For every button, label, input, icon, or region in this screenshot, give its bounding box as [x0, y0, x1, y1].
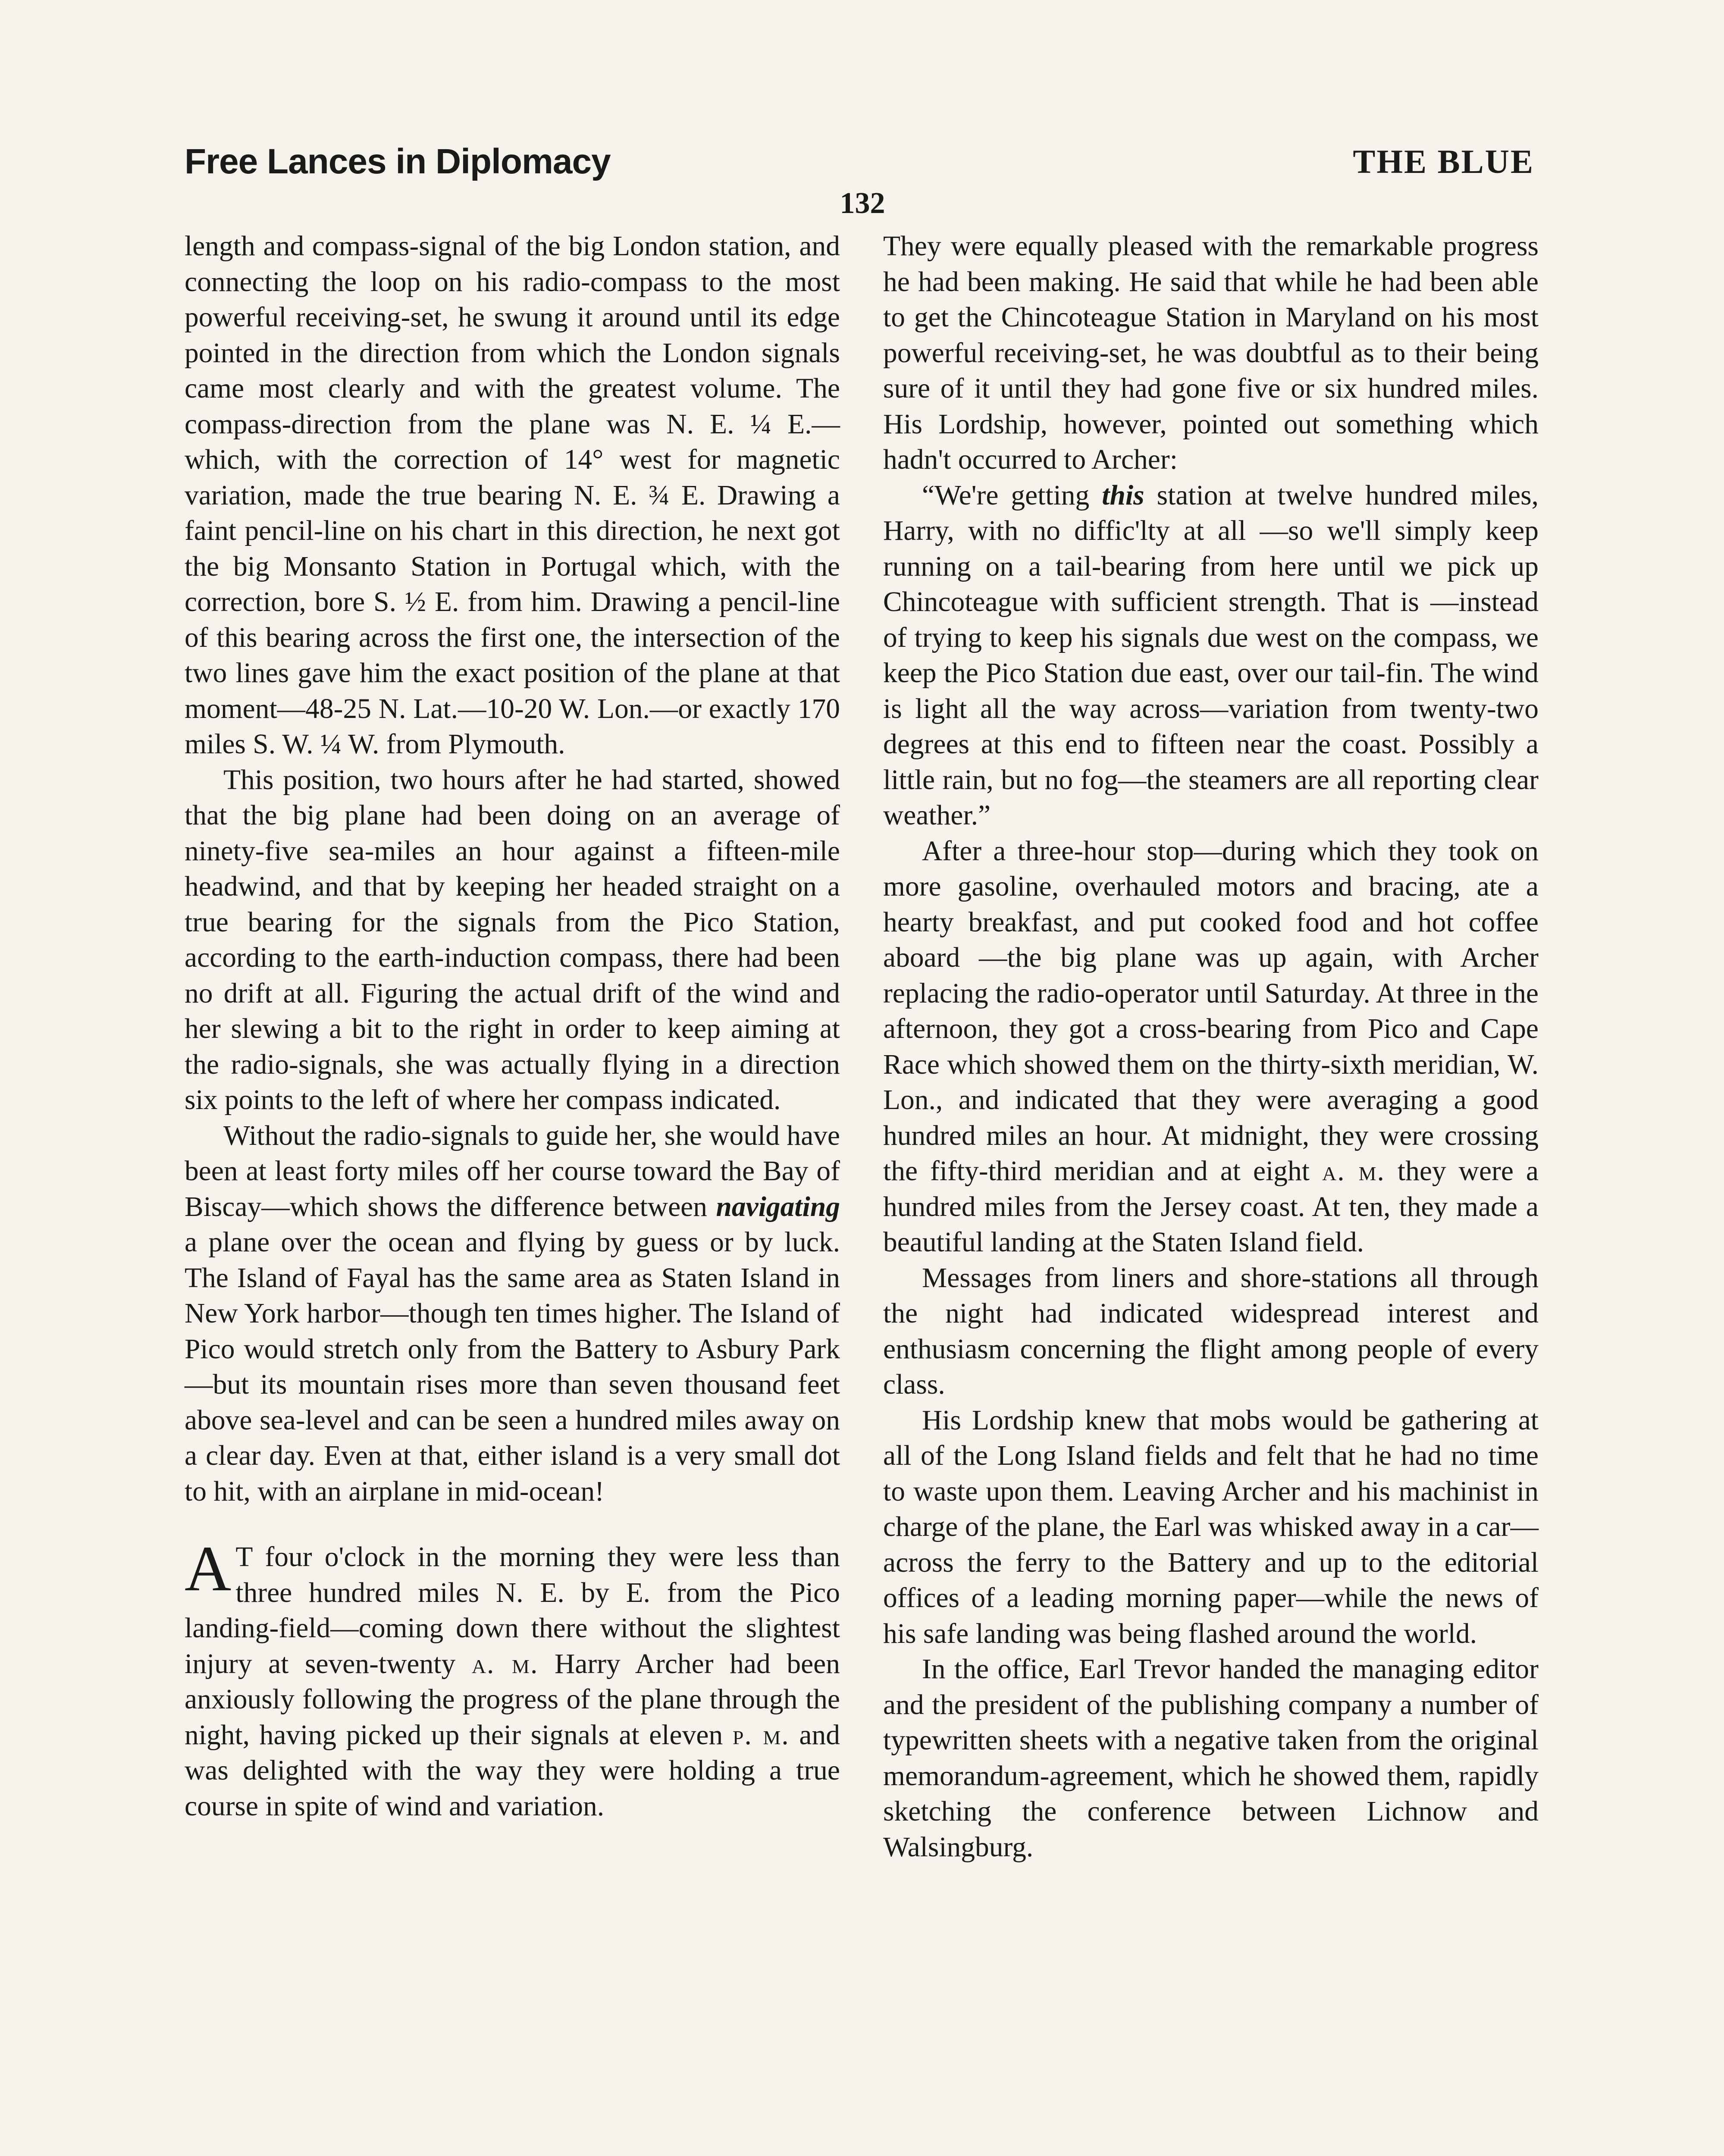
- running-head-magazine-title: THE BLUE: [1353, 143, 1534, 180]
- running-head-story-title: Free Lances in Diplomacy: [185, 142, 611, 181]
- paragraph-text: After a three-hour stop—during which they took on more gasoline, overhauled motors and bracing, ate a hearty breakfast, and put cooked food and hot coffee aboard —the big plane was up again, with Archer replacing the radio-operator until Saturday. At three in the afternoon, they got a cross-bearing from Pico and Cape Race which showed them on the thirty-sixth meridian, W. Lon., and indicated that they were averaging a good hundred miles an hour. At midnight, they were crossing the fifty-third meridian and at eight: [883, 835, 1539, 1187]
- paragraph-text: station at twelve hundred miles, Harry, with no diffic'lty at all —so we'll simply keep running on a tail-bearing from here until we pick up Chincoteague with sufficient strength. That is —instead of trying to keep his signals due west on the compass, we keep the Pico Station due east, over our tail-fin. The wind is light all the way across—variation from twenty-two degrees at this end to fifteen near the coast. Possibly a little rain, but no fog—the steamers are all reporting clear weather.”: [883, 479, 1539, 831]
- paragraph-text: a plane over the ocean and flying by guess or by luck. The Island of Fayal has the same area as Staten Island in New York harbor—though ten times higher. The Island of Pico would stretch only from the Battery to Asbury Park—but its mountain rises more than seven thousand feet above sea-level and can be seen a hundred miles away on a clear day. Even at that, either island is a very small dot to hit, with an airplane in mid-ocean!: [185, 1227, 840, 1507]
- section-break: [185, 1509, 840, 1539]
- italic-emphasis: this: [1102, 479, 1144, 511]
- paragraph: This position, two hours after he had started, showed that the big plane had been doing on an average of ninety-five sea-miles an hour against a fifteen-mile headwind, and that by keeping her headed straight on a true bearing for the signals from the Pico Station, according to the earth-induction compass, there had been no drift at all. Figuring the actual drift of the wind and her slewing a bit to the right in order to keep aiming at the radio-signals, she was actually flying in a direction six points to the left of where her compass indicated.: [185, 764, 840, 1116]
- time-abbreviation: p. m.: [732, 1719, 790, 1751]
- paragraph: [883, 478, 1539, 834]
- paragraph: His Lordship knew that mobs would be gathering at all of the Long Island fields and felt that he had no time to waste upon them. Leaving Archer and his machinist in charge of the plane, the Earl was whisked away in a car—across the ferry to the Battery and up to the editorial offices of a leading morning paper—while the news of his safe landing was being flashed around the world.: [883, 1404, 1539, 1649]
- time-abbreviation: a. m.: [471, 1648, 539, 1680]
- paragraph-text: Harry Archer had been anxiously following the progress of the plane through the night, having picked up their signals at eleven: [185, 1648, 840, 1751]
- paragraph-text: “We're getting: [922, 479, 1102, 511]
- left-text-column: [185, 229, 840, 1824]
- time-abbreviation: a. m.: [1322, 1156, 1385, 1187]
- right-text-column: [883, 229, 1539, 1865]
- italic-emphasis: navigating: [716, 1191, 840, 1222]
- paragraph-with-drop-cap: [185, 1533, 840, 1824]
- paragraph: [883, 834, 1539, 1260]
- drop-cap-letter: A: [185, 1533, 232, 1604]
- paragraph-text: T four o'clock in the morning they were less than three hundred miles N. E. by E. from the Pico landing-field—coming down there without the slightest injury at seven-twenty: [185, 1542, 840, 1680]
- paragraph: [185, 1118, 840, 1510]
- paragraph: Messages from liners and shore-stations all through the night had indicated widespread interest and enthusiasm concerning the flight among people of every class.: [883, 1262, 1539, 1400]
- paragraph-text: they were a hundred miles from the Jersey coast. At ten, they made a beautiful landing at the Staten Island field.: [883, 1156, 1539, 1258]
- page-number: 132: [840, 187, 885, 220]
- paragraph: length and compass-signal of the big London station, and connecting the loop on his radio-compass to the most powerful receiving-set, he swung it around until its edge pointed in the direction from which the London signals came most clearly and with the greatest volume. The compass-direction from the plane was N. E. ¼ E.—which, with the correction of 14° west for magnetic variation, made the true bearing N. E. ¾ E. Drawing a faint pencil-line on his chart in this direction, he next got the big Monsanto Station in Portugal which, with the correction, bore S. ½ E. from him. Drawing a pencil-line of this bearing across the first one, the intersection of the two lines gave him the exact position of the plane at that moment—48-25 N. Lat.—10-20 W. Lon.—or exactly 170 miles S. W. ¼ W. from Plymouth.: [185, 231, 840, 760]
- paragraph: In the office, Earl Trevor handed the managing editor and the president of the publishing company a number of typewritten sheets with a negative taken from the original memorandum-agreement, which he showed them, rapidly sketching the conference between Lichnow and Walsingburg.: [883, 1654, 1539, 1863]
- paragraph-text: and was delighted with the way they were holding a true course in spite of wind and variation.: [185, 1719, 840, 1822]
- paragraph-text: Without the radio-signals to guide her, she would have been at least forty miles off her course toward the Bay of Biscay—which shows the difference between: [185, 1120, 840, 1222]
- paragraph: They were equally pleased with the remarkable progress he had been making. He said that while he had been able to get the Chincoteague Station in Maryland on his most powerful receiving-set, he was doubtful as to their being sure of it until they had gone five or six hundred miles. His Lordship, however, pointed out something which hadn't occurred to Archer:: [883, 231, 1539, 475]
